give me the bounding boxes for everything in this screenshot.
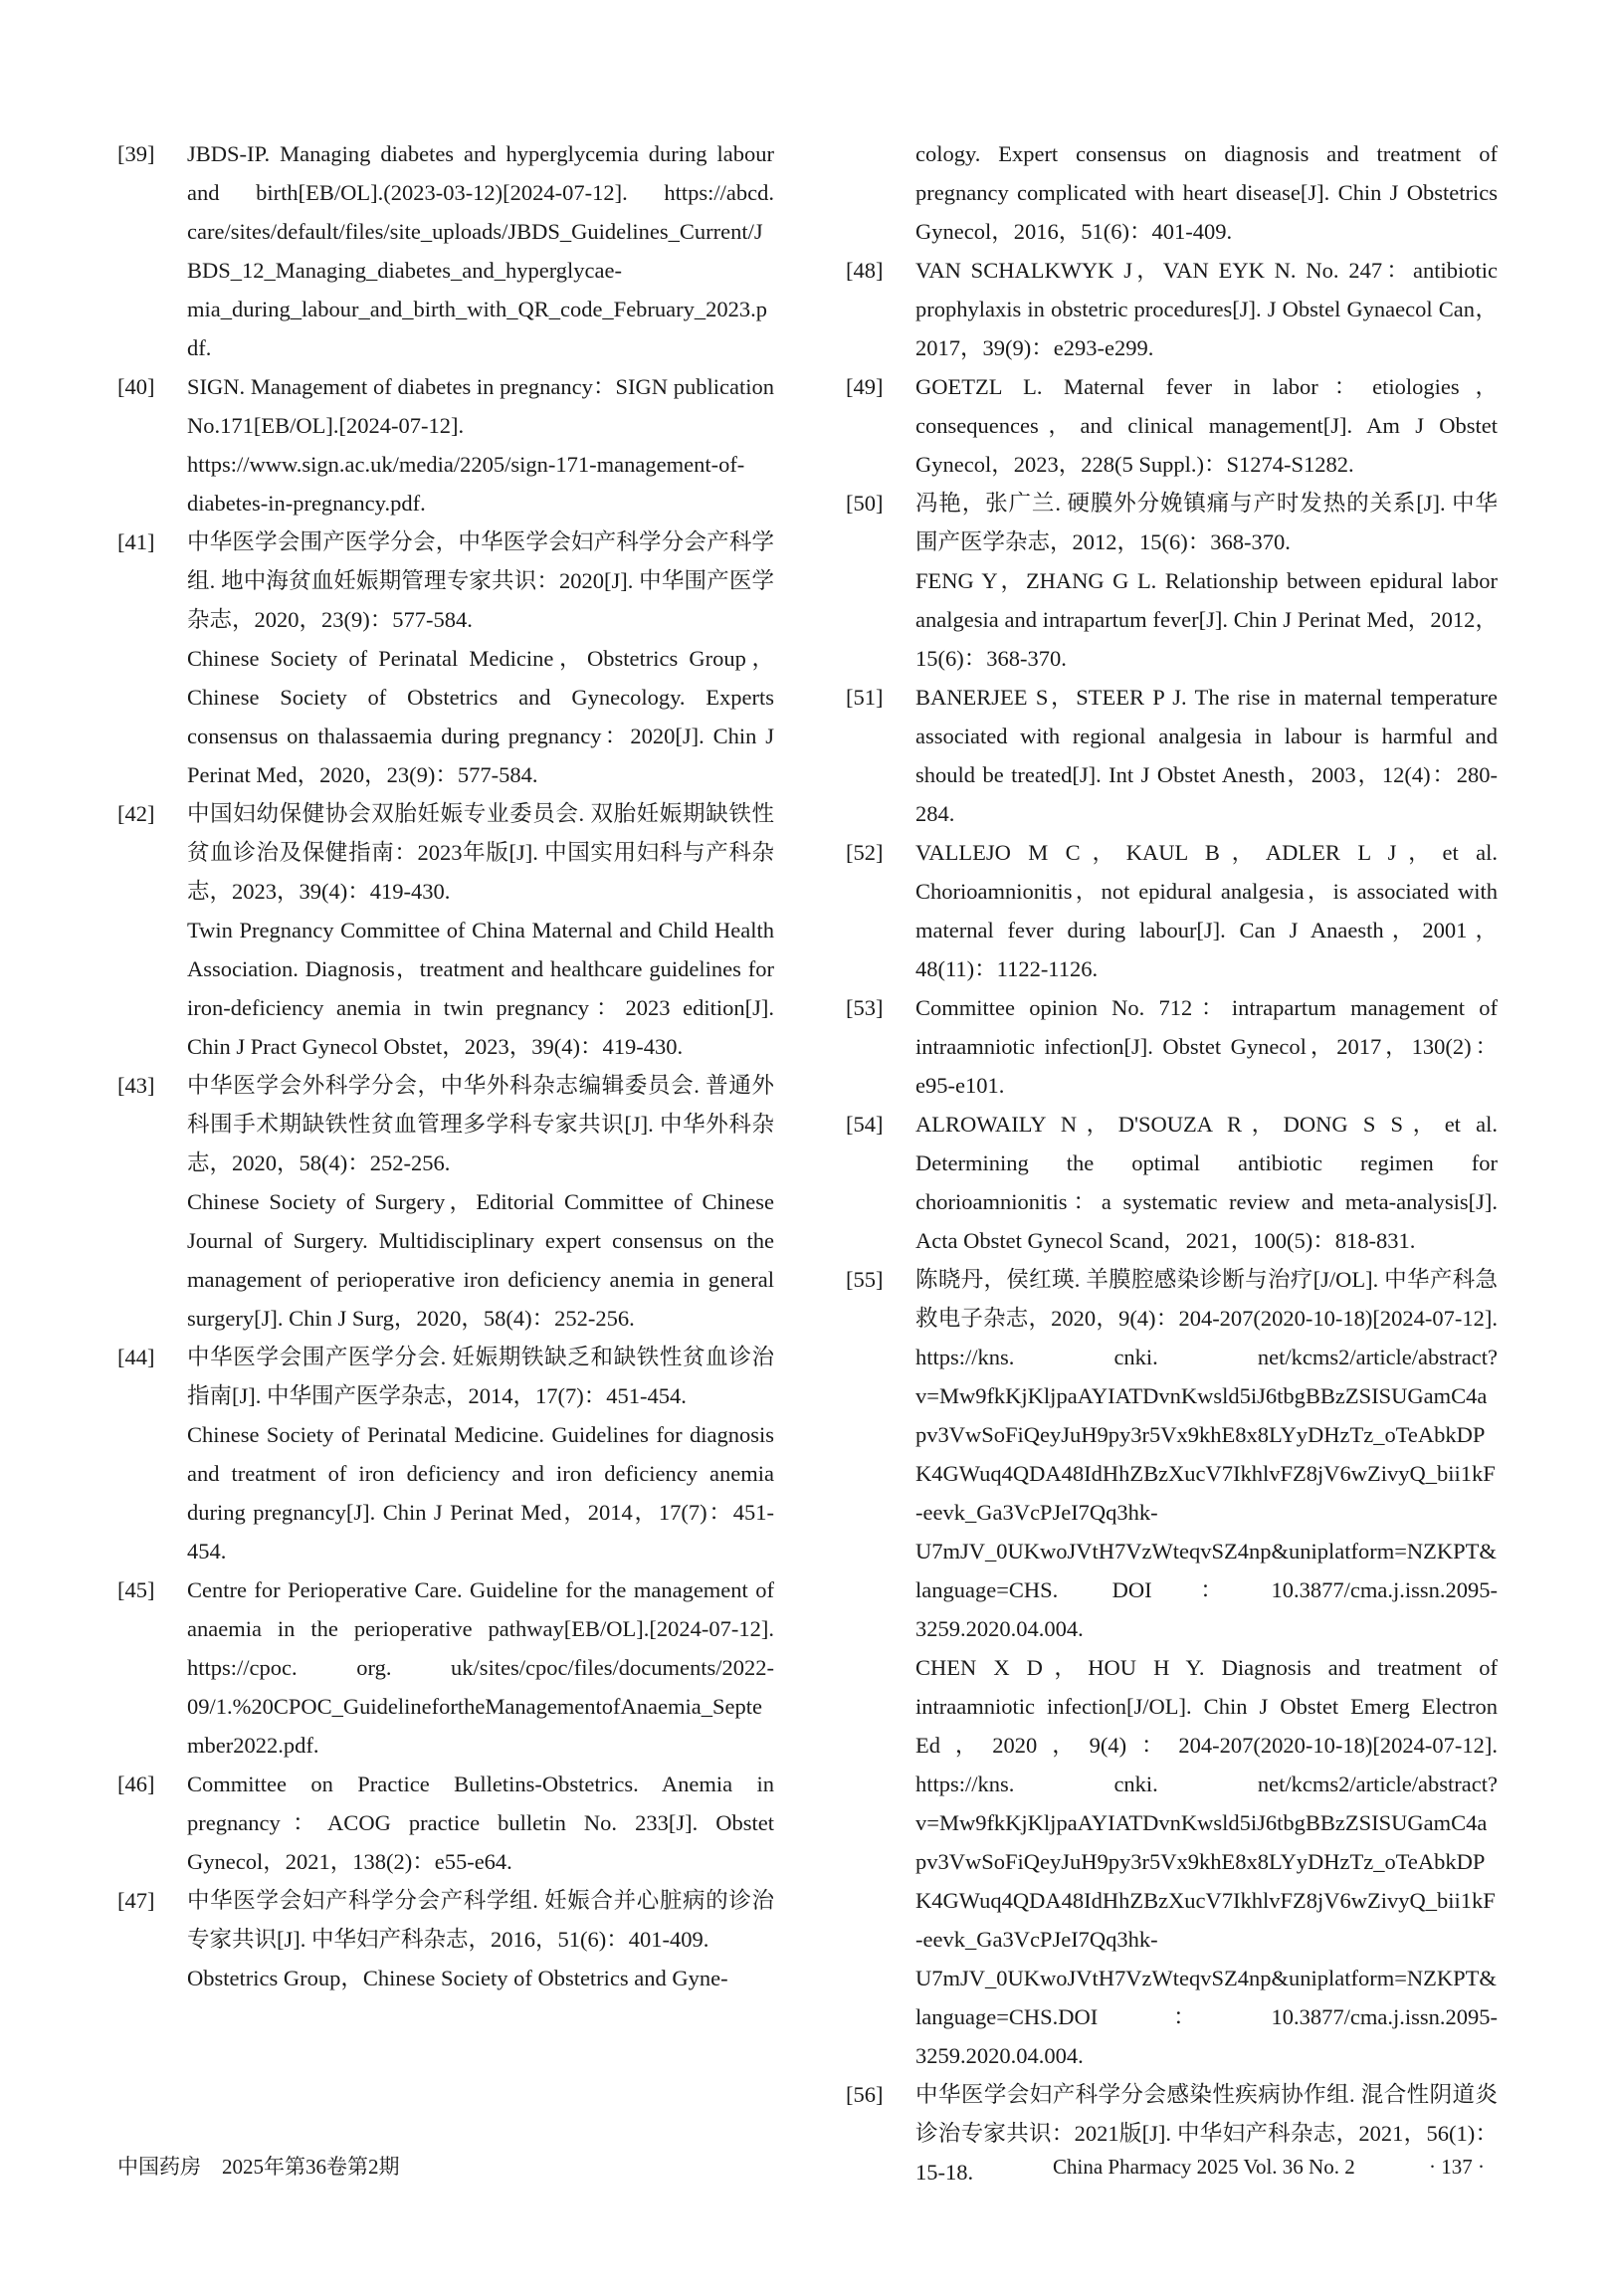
reference-body: [915, 1105, 1498, 1260]
reference-body: [915, 251, 1498, 367]
reference-text: VALLEJO M C，KAUL B，ADLER L J，et al. Chorioamnionitis，not epidural analgesia，is associated with maternal fever during labour[J]. Can J Anaesth，2001，48(11)：1122-1126.: [915, 840, 1498, 981]
reference-body: [187, 1881, 774, 1997]
journal-issue-en: China Pharmacy 2025 Vol. 36 No. 2: [1053, 2155, 1355, 2179]
reference-number: [44]: [117, 1345, 155, 1369]
reference-number: [846, 134, 915, 251]
reference-text: VAN SCHALKWYK J，VAN EYK N. No. 247：antibiotic prophylaxis in obstetric procedures[J]. J Obstel Gynaecol Can，2017，39(9)：e293-e299.: [915, 258, 1498, 360]
reference-entry: [117, 1066, 774, 1338]
reference-number: [54]: [846, 1112, 884, 1137]
reference-entry: [846, 251, 1498, 367]
reference-text: GOETZL L. Maternal fever in labor：etiologies，consequences，and clinical management[J]. Am J Obstet Gynecol，2023，228(5 Suppl.)：S1274-S1282.: [915, 374, 1498, 477]
reference-entry: [117, 794, 774, 1066]
reference-entry: [117, 522, 774, 794]
reference-text: cology. Expert consensus on diagnosis and treatment of pregnancy complicated with heart disease[J]. Chin J Obstetrics Gynecol，2016，51(6)：401-409.: [915, 141, 1498, 244]
reference-number: [43]: [117, 1073, 155, 1098]
reference-number: [52]: [846, 840, 884, 865]
reference-text: 陈晓丹，侯红瑛. 羊膜腔感染诊断与治疗[J/OL]. 中华产科急救电子杂志，2020，9(4)：204-207(2020-10-18)[2024-07-12]. https://kns. cnki. net/kcms2/article/abstract?v=Mw9fkKjKljpaAYIATDvnKwsld5iJ6tbgBBzZSISUGamC4apv3VwSoFiQeyJuH9py3r5Vx9khE8x8LYyDHzTz_oTeAbkDPK4GWuq4QDA48IdHhZBzXucV7IkhlvFZ8jV6wZivyQ_bii1kF-eevk_Ga3VcPJeI7Qq3hk-U7mJV_0UKwoJVtH7VzWteqvSZ4np&uniplatform=NZKPT&language=CHS. DOI：10.3877/cma.j.issn.2095-3259.2020.04.004.: [915, 1267, 1498, 1641]
reference-body: [187, 522, 774, 794]
reference-number: [51]: [846, 685, 884, 710]
reference-entry: [846, 833, 1498, 988]
reference-text: 中华医学会围产医学分会，中华医学会妇产科学分会产科学组. 地中海贫血妊娠期管理专家共识：2020[J]. 中华围产医学杂志，2020，23(9)：577-584.: [187, 529, 774, 632]
reference-text: Centre for Perioperative Care. Guideline for the management of anaemia in the perioperative pathway[EB/OL].[2024-07-12]. https://cpoc. org. uk/sites/cpoc/files/documents/2022-09/1.%20CPOC_GuidelinefortheManagementofAnaemia_September2022.pdf.: [187, 1577, 774, 1758]
reference-text: Committee on Practice Bulletins-Obstetrics. Anemia in pregnancy：ACOG practice bulletin No. 233[J]. Obstet Gynecol，2021，138(2)：e55-e64.: [187, 1772, 774, 1874]
reference-body: [915, 367, 1498, 484]
reference-entry: [117, 1570, 774, 1765]
references-right-column: [846, 134, 1498, 2192]
reference-text: 中华医学会围产医学分会. 妊娠期铁缺乏和缺铁性贫血诊治指南[J]. 中华围产医学杂志，2014，17(7)：451-454.: [187, 1345, 774, 1408]
reference-entry: [117, 1765, 774, 1881]
reference-text: Chinese Society of Perinatal Medicine. Guidelines for diagnosis and treatment of iron deficiency and iron deficiency anemia during pregnancy[J]. Chin J Perinat Med，2014，17(7)：451-454.: [187, 1422, 774, 1564]
reference-body: [187, 1765, 774, 1881]
reference-text: Twin Pregnancy Committee of China Maternal and Child Health Association. Diagnosis，treatment and healthcare guidelines for iron-deficiency anemia in twin pregnancy：2023 edition[J]. Chin J Pract Gynecol Obstet，2023，39(4)：419-430.: [187, 918, 774, 1059]
reference-body: [915, 833, 1498, 988]
reference-text: 中华医学会外科学分会，中华外科杂志编辑委员会. 普通外科围手术期缺铁性贫血管理多学科专家共识[J]. 中华外科杂志，2020，58(4)：252-256.: [187, 1073, 774, 1175]
reference-text: SIGN. Management of diabetes in pregnancy：SIGN publication No.171[EB/OL].[2024-07-12]. https://www.sign.ac.uk/media/2205/sign-171-management-of-diabetes-in-pregnancy.pdf.: [187, 374, 774, 516]
reference-text: BANERJEE S，STEER P J. The rise in maternal temperature associated with regional analgesia in labour is harmful and should be treated[J]. Int J Obstet Anesth，2003，12(4)：280-284.: [915, 685, 1498, 826]
reference-number: [48]: [846, 258, 884, 283]
reference-entry: [117, 1881, 774, 1997]
reference-body: [187, 1570, 774, 1765]
page-number: · 137 ·: [1429, 2155, 1485, 2179]
reference-body: [915, 484, 1498, 678]
reference-entry: [846, 678, 1498, 833]
reference-text: Obstetrics Group，Chinese Society of Obstetrics and Gyne-: [187, 1966, 728, 1990]
reference-text: Chinese Society of Perinatal Medicine，Obstetrics Group，Chinese Society of Obstetrics and Gynecology. Experts consensus on thalassaemia during pregnancy：2020[J]. Chin J Perinat Med，2020，23(9)：577-584.: [187, 646, 774, 787]
reference-text: ALROWAILY N，D'SOUZA R，DONG S S，et al. Determining the optimal antibiotic regimen for chorioamnionitis：a systematic review and meta-analysis[J]. Acta Obstet Gynecol Scand，2021，100(5)：818-831.: [915, 1112, 1498, 1253]
reference-text: 中华医学会妇产科学分会产科学组. 妊娠合并心脏病的诊治专家共识[J]. 中华妇产科杂志，2016，51(6)：401-409.: [187, 1888, 774, 1952]
reference-entry: [846, 1260, 1498, 2075]
reference-text: Committee opinion No. 712：intrapartum management of intraamniotic infection[J]. Obstet Gynecol，2017，130(2)：e95-e101.: [915, 995, 1498, 1098]
reference-number: [56]: [846, 2082, 884, 2107]
reference-text: 中华医学会妇产科学分会感染性疾病协作组. 混合性阴道炎诊治专家共识：2021版[J]. 中华妇产科杂志，2021，56(1)：15-18.: [915, 2082, 1498, 2185]
reference-body: [915, 678, 1498, 833]
reference-text: 中国妇幼保健协会双胎妊娠专业委员会. 双胎妊娠期缺铁性贫血诊治及保健指南：2023年版[J]. 中国实用妇科与产科杂志，2023，39(4)：419-430.: [187, 801, 774, 904]
references-left-column: [117, 134, 774, 1997]
reference-entry: [846, 1105, 1498, 1260]
reference-text: Chinese Society of Surgery，Editorial Committee of Chinese Journal of Surgery. Multidisciplinary expert consensus on the management of perioperative iron deficiency anemia in general surgery[J]. Chin J Surg，2020，58(4)：252-256.: [187, 1189, 774, 1331]
reference-number: [40]: [117, 374, 155, 399]
reference-number: [39]: [117, 141, 155, 166]
reference-number: [53]: [846, 995, 884, 1020]
reference-text: CHEN X D，HOU H Y. Diagnosis and treatment of intraamniotic infection[J/OL]. Chin J Obstet Emerg Electron Ed，2020，9(4)：204-207(2020-10-18)[2024-07-12]. https://kns. cnki. net/kcms2/article/abstract? v=Mw9fkKjKljpaAYIATDvnKwsld5iJ6tbgBBzZSISUGamC4apv3VwSoFiQeyJuH9py3r5Vx9khE8x8LYyDHzTz_oTeAbkDPK4GWuq4QDA48IdHhZBzXucV7IkhlvFZ8jV6wZivyQ_bii1kF-eevk_Ga3VcPJeI7Qq3hk-U7mJV_0UKwoJVtH7VzWteqvSZ4np&uniplatform=NZKPT&language=CHS.DOI：10.3877/cma.j.issn.2095-3259.2020.04.004.: [915, 1655, 1498, 2068]
reference-body: [187, 1338, 774, 1570]
reference-body: [915, 988, 1498, 1105]
reference-text: FENG Y，ZHANG G L. Relationship between epidural labor analgesia and intrapartum fever[J]. Chin J Perinat Med，2012，15(6)：368-370.: [915, 568, 1498, 671]
reference-body: [187, 1066, 774, 1338]
reference-number: [55]: [846, 1267, 884, 1292]
reference-body: [187, 134, 774, 367]
reference-number: [49]: [846, 374, 884, 399]
reference-text: 冯艳，张广兰. 硬膜外分娩镇痛与产时发热的关系[J]. 中华围产医学杂志，2012，15(6)：368-370.: [915, 491, 1498, 554]
reference-body: [187, 794, 774, 1066]
reference-body: [915, 134, 1498, 251]
reference-text: JBDS-IP. Managing diabetes and hyperglycemia during labour and birth[EB/OL].(2023-03-12)[2024-07-12]. https://abcd. care/sites/default/files/site_uploads/JBDS_Guidelines_Current/JBDS_12_Managing_diabetes_and_hyperglycae-mia_during_labour_and_birth_with_QR_code_February_2023.pdf.: [187, 141, 774, 360]
reference-number: [47]: [117, 1888, 155, 1913]
reference-body: [187, 367, 774, 522]
reference-entry: [846, 988, 1498, 1105]
reference-entry: [117, 134, 774, 367]
reference-number: [42]: [117, 801, 155, 826]
reference-number: [45]: [117, 1577, 155, 1602]
reference-entry: [846, 484, 1498, 678]
reference-entry: [117, 1338, 774, 1570]
reference-entry: [846, 134, 1498, 251]
reference-number: [41]: [117, 529, 155, 554]
journal-issue-cn: 中国药房 2025年第36卷第2期: [117, 2155, 400, 2179]
reference-body: [915, 1260, 1498, 2075]
reference-entry: [117, 367, 774, 522]
reference-entry: [846, 367, 1498, 484]
reference-number: [50]: [846, 491, 884, 516]
reference-number: [46]: [117, 1772, 155, 1796]
